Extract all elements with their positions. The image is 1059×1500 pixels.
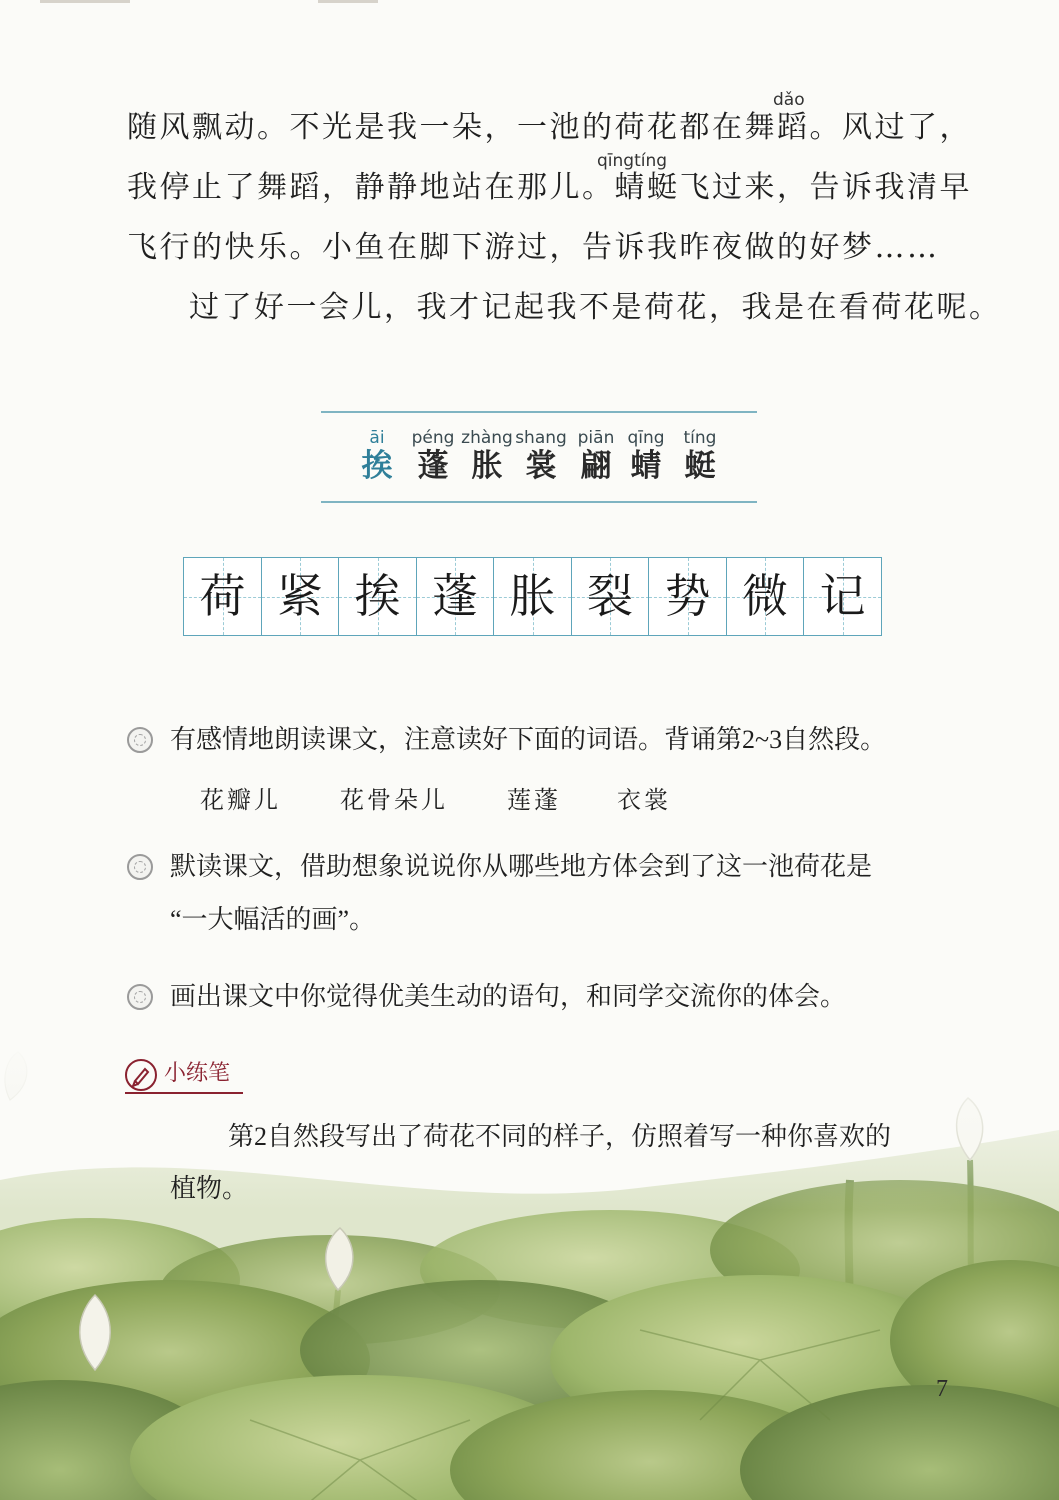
exercise-1: 有感情地朗读课文，注意读好下面的词语。背诵第2~3自然段。 [170, 725, 887, 754]
exercise-bullet-icon [127, 727, 153, 753]
grid-cell: 挨 [338, 557, 417, 636]
vocab-word: 衣裳 [617, 786, 671, 814]
story-line-3: 飞行的快乐。小鱼在脚下游过，告诉我昨夜做的好梦…… [127, 230, 940, 265]
strip-char: piān 翩 [577, 428, 615, 484]
strip-char: shang 裳 [515, 428, 567, 484]
vocab-word: 莲蓬 [507, 786, 561, 814]
vocab-word: 花骨朵儿 [340, 786, 448, 814]
strip-char: āi 挨 [361, 428, 393, 484]
exercise-bullet-icon [127, 854, 153, 880]
story-line-1: 随风飘动。不光是我一朵，一池的荷花都在舞蹈。风过了， dǎo [127, 90, 972, 145]
practice-title: 小练笔 [164, 1061, 231, 1086]
new-characters-strip [321, 411, 757, 503]
pinyin-annotation: qīngtíng [597, 151, 668, 171]
strip-char: tíng 蜓 [683, 428, 717, 484]
grid-cell: 荷 [183, 557, 262, 636]
grid-cell: 裂 [571, 557, 650, 636]
practice-line-1: 第2自然段写出了荷花不同的样子，仿照着写一种你喜欢的 [228, 1122, 892, 1151]
grid-cell: 记 [803, 557, 882, 636]
story-text [127, 90, 1002, 338]
practice-title-underline [125, 1092, 243, 1094]
exercise-3: 画出课文中你觉得优美生动的语句，和同学交流你的体会。 [170, 982, 847, 1011]
grid-cell: 紧 [261, 557, 340, 636]
practice-line-2: 植物。 [170, 1174, 249, 1203]
exercise-2-line-1: 默读课文，借助想象说说你从哪些地方体会到了这一池荷花是 [170, 852, 873, 881]
exercise-2-line-2: “一大幅活的画”。 [170, 905, 376, 934]
strip-char: péng 蓬 [411, 428, 455, 484]
strip-char: qīng 蜻 [627, 428, 665, 484]
page-number: 7 [936, 1376, 948, 1402]
writing-grid [183, 557, 881, 637]
story-line-4: 过了好一会儿，我才记起我不是荷花，我是在看荷花呢。 [189, 290, 1002, 325]
pinyin-annotation: dǎo [773, 90, 805, 110]
grid-cell: 微 [726, 557, 805, 636]
grid-cell: 势 [648, 557, 727, 636]
grid-cell: 胀 [493, 557, 572, 636]
vocab-word: 花瓣儿 [200, 786, 281, 814]
exercise-bullet-icon [127, 984, 153, 1010]
pen-icon [125, 1059, 157, 1091]
grid-cell: 蓬 [416, 557, 495, 636]
story-line-2: 我停止了舞蹈，静静地站在那儿。蜻蜓飞过来，告诉我清早 qīngtíng [127, 151, 972, 205]
strip-char: zhàng 胀 [461, 428, 513, 484]
